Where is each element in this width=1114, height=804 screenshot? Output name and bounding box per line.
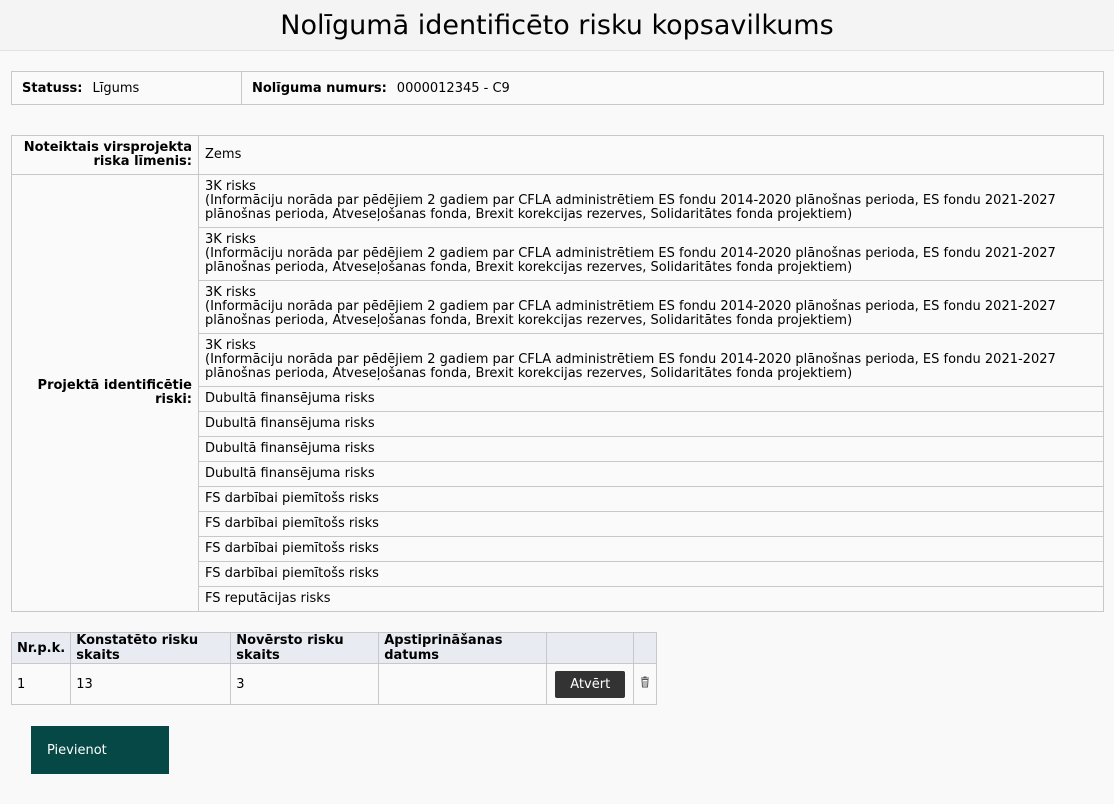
- summary-table: [11, 632, 657, 705]
- risk-description: (Informāciju norāda par pēdējiem 2 gadiem par CFLA administrētiem ES fondu 2014-2020 plānošnas perioda, ES fondu 2021-2027 plānošnas perioda, Atveseļošanas fonda, Brexit korekcijas rezerves, Solidaritātes fonda projektiem): [205, 299, 1056, 328]
- col-delete: [634, 633, 657, 664]
- status-cell: [12, 72, 242, 104]
- col-fixed: Novērsto risku skaits: [231, 633, 379, 664]
- col-actions: [547, 633, 634, 664]
- risk-item: [199, 334, 1104, 387]
- cell-delete: [634, 664, 657, 705]
- risk-item: Dubultā finansējuma risks: [199, 387, 1104, 412]
- cell-actions: [547, 664, 634, 705]
- page-title: Nolīgumā identificēto risku kopsavilkums: [280, 9, 834, 41]
- risk-description: (Informāciju norāda par pēdējiem 2 gadiem par CFLA administrētiem ES fondu 2014-2020 plānošnas perioda, ES fondu 2021-2027 plānošnas perioda, Atveseļošanas fonda, Brexit korekcijas rezerves, Solidaritātes fonda projektiem): [205, 246, 1056, 275]
- risk-item: [199, 228, 1104, 281]
- risks-table: [11, 135, 1104, 612]
- col-found: Konstatēto risku skaits: [71, 633, 231, 664]
- identified-risks-label: Projektā identificētie riski:: [12, 175, 199, 612]
- risk-item: FS reputācijas risks: [199, 587, 1104, 612]
- risk-title: 3K risks: [205, 338, 256, 353]
- summary-header-row: [12, 633, 657, 664]
- open-button[interactable]: Atvērt: [555, 671, 625, 698]
- trash-icon[interactable]: [639, 676, 651, 688]
- cell-found: 13: [71, 664, 231, 705]
- status-panel: [11, 71, 1104, 105]
- risk-description: (Informāciju norāda par pēdējiem 2 gadiem par CFLA administrētiem ES fondu 2014-2020 plānošnas perioda, ES fondu 2021-2027 plānošnas perioda, Atveseļošanas fonda, Brexit korekcijas rezerves, Solidaritātes fonda projektiem): [205, 193, 1056, 222]
- risk-title: 3K risks: [205, 232, 256, 247]
- risk-level-value: Zems: [199, 136, 1104, 175]
- risk-item: [199, 175, 1104, 228]
- risk-item: Dubultā finansējuma risks: [199, 437, 1104, 462]
- risk-item: FS darbībai piemītošs risks: [199, 537, 1104, 562]
- cell-nr: 1: [12, 664, 71, 705]
- agreement-number-label: Nolīguma numurs:: [252, 80, 387, 96]
- risk-item: Dubultā finansējuma risks: [199, 462, 1104, 487]
- risk-item: FS darbībai piemītošs risks: [199, 562, 1104, 587]
- status-value: Līgums: [92, 80, 140, 96]
- agreement-number-value: 0000012345 - C9: [396, 80, 510, 96]
- agreement-number-cell: [242, 72, 510, 104]
- col-date: Apstiprināšanas datums: [379, 633, 547, 664]
- risk-item: FS darbībai piemītošs risks: [199, 512, 1104, 537]
- status-label: Statuss:: [22, 80, 83, 96]
- cell-date: [379, 664, 547, 705]
- risk-description: (Informāciju norāda par pēdējiem 2 gadiem par CFLA administrētiem ES fondu 2014-2020 plānošnas perioda, ES fondu 2021-2027 plānošnas perioda, Atveseļošanas fonda, Brexit korekcijas rezerves, Solidaritātes fonda projektiem): [205, 352, 1056, 381]
- page-header: [0, 0, 1114, 51]
- table-row: [12, 664, 657, 705]
- risk-title: 3K risks: [205, 179, 256, 194]
- risk-item: Dubultā finansējuma risks: [199, 412, 1104, 437]
- risk-row: [12, 175, 1104, 228]
- risk-level-label: Noteiktais virsprojekta riska līmenis:: [12, 136, 199, 175]
- risk-item: [199, 281, 1104, 334]
- cell-fixed: 3: [231, 664, 379, 705]
- col-nr: Nr.p.k.: [12, 633, 71, 664]
- risk-item: FS darbībai piemītošs risks: [199, 487, 1104, 512]
- risk-title: 3K risks: [205, 285, 256, 300]
- risk-level-row: [12, 136, 1104, 175]
- add-button[interactable]: Pievienot: [31, 726, 169, 774]
